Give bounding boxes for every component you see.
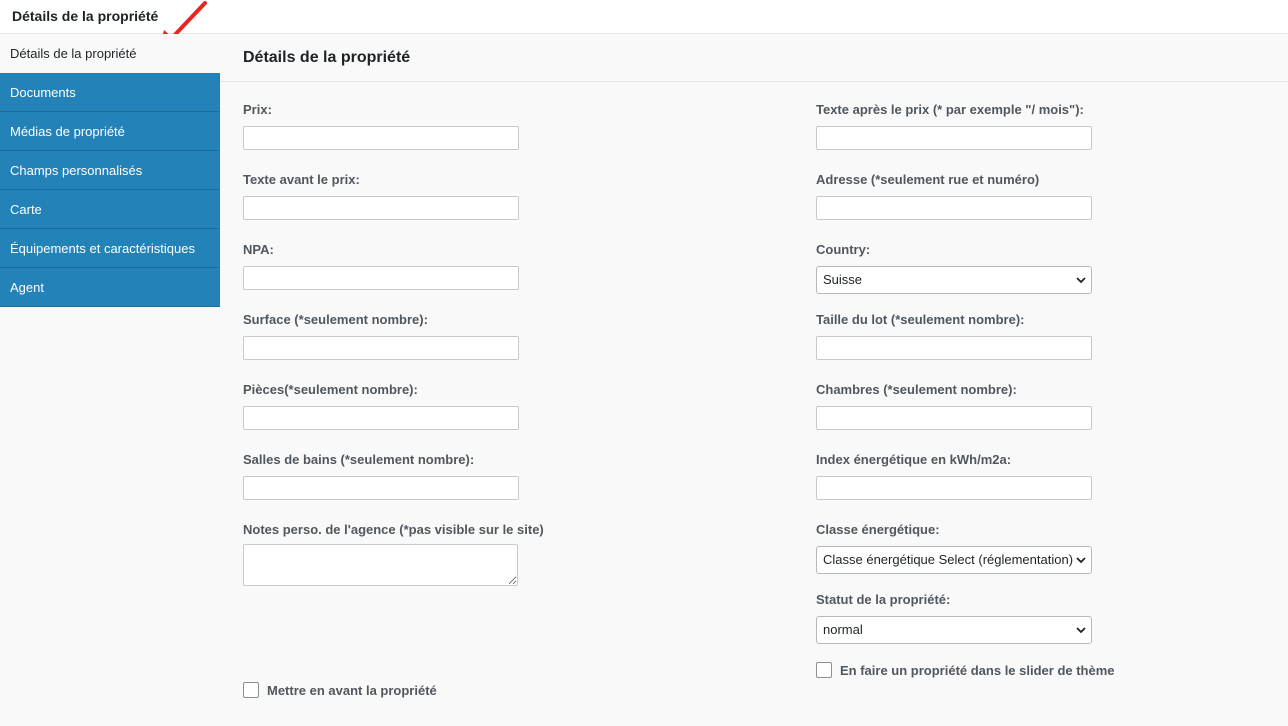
- statut-label: Statut de la propriété:: [816, 592, 951, 607]
- prix-input[interactable]: [243, 126, 519, 150]
- surface-input[interactable]: [243, 336, 519, 360]
- featured-checkbox[interactable]: [243, 682, 259, 698]
- pieces-label: Pièces(*seulement nombre):: [243, 382, 418, 397]
- classe-energie-field: [816, 522, 1092, 574]
- slider-checkbox-row: [816, 662, 1115, 678]
- slider-checkbox[interactable]: [816, 662, 832, 678]
- adresse-input[interactable]: [816, 196, 1092, 220]
- statut-field: [816, 592, 1092, 644]
- statut-select[interactable]: [816, 616, 1092, 644]
- salles-field: [243, 452, 519, 500]
- sidebar-item-agent[interactable]: Agent: [0, 268, 220, 307]
- featured-checkbox-row: [243, 682, 437, 698]
- surface-field: [243, 312, 519, 360]
- index-energie-label: Index énergétique en kWh/m2a:: [816, 452, 1012, 467]
- chevron-down-icon: [1075, 275, 1087, 285]
- npa-field: [243, 242, 519, 290]
- surface-label: Surface (*seulement nombre):: [243, 312, 428, 327]
- statut-selected-value: normal: [823, 622, 863, 637]
- texte-apres-field: [816, 102, 1092, 150]
- adresse-label: Adresse (*seulement rue et numéro): [816, 172, 1040, 187]
- texte-apres-label: Texte après le prix (* par exemple "/ mois"):: [816, 102, 1084, 117]
- slider-label: En faire un propriété dans le slider de thème: [840, 662, 1115, 678]
- sidebar-item-map[interactable]: Carte: [0, 190, 220, 229]
- main-panel: [220, 34, 1288, 726]
- country-select[interactable]: [816, 266, 1092, 294]
- section-title: Détails de la propriété: [243, 49, 411, 66]
- prix-field: [243, 102, 519, 150]
- featured-label: Mettre en avant la propriété: [267, 682, 437, 698]
- taille-lot-label: Taille du lot (*seulement nombre):: [816, 312, 1025, 327]
- taille-lot-input[interactable]: [816, 336, 1092, 360]
- pieces-input[interactable]: [243, 406, 519, 430]
- sidebar-item-medias[interactable]: Médias de propriété: [0, 112, 220, 151]
- index-energie-input[interactable]: [816, 476, 1092, 500]
- sidebar: [0, 34, 220, 307]
- sidebar-item-documents[interactable]: Documents: [0, 73, 220, 112]
- texte-avant-field: [243, 172, 519, 220]
- npa-input[interactable]: [243, 266, 519, 290]
- chevron-down-icon: [1075, 555, 1087, 565]
- classe-energie-label: Classe énergétique:: [816, 522, 940, 537]
- chambres-input[interactable]: [816, 406, 1092, 430]
- adresse-field: [816, 172, 1092, 220]
- sidebar-item-details[interactable]: Détails de la propriété: [0, 34, 220, 73]
- texte-avant-input[interactable]: [243, 196, 519, 220]
- pieces-field: [243, 382, 519, 430]
- country-label: Country:: [816, 242, 871, 257]
- prix-label: Prix:: [243, 102, 272, 117]
- index-energie-field: [816, 452, 1092, 500]
- chevron-down-icon: [1075, 625, 1087, 635]
- sidebar-item-features[interactable]: Équipements et caractéristiques: [0, 229, 220, 268]
- notes-textarea[interactable]: [243, 544, 518, 586]
- divider: [220, 81, 1288, 82]
- classe-energie-selected-value: Classe énergétique Select (réglementation): [823, 552, 1073, 567]
- classe-energie-select[interactable]: [816, 546, 1092, 574]
- taille-lot-field: [816, 312, 1092, 360]
- sidebar-item-custom-fields[interactable]: Champs personnalisés: [0, 151, 220, 190]
- chambres-label: Chambres (*seulement nombre):: [816, 382, 1017, 397]
- npa-label: NPA:: [243, 242, 274, 257]
- salles-input[interactable]: [243, 476, 519, 500]
- salles-label: Salles de bains (*seulement nombre):: [243, 452, 475, 467]
- country-field: [816, 242, 1092, 294]
- country-selected-value: Suisse: [823, 272, 863, 287]
- notes-field: [243, 522, 544, 586]
- notes-label: Notes perso. de l'agence (*pas visible sur le site): [243, 522, 544, 537]
- chambres-field: [816, 382, 1092, 430]
- page-title: Détails de la propriété: [12, 8, 159, 24]
- texte-apres-input[interactable]: [816, 126, 1092, 150]
- texte-avant-label: Texte avant le prix:: [243, 172, 360, 187]
